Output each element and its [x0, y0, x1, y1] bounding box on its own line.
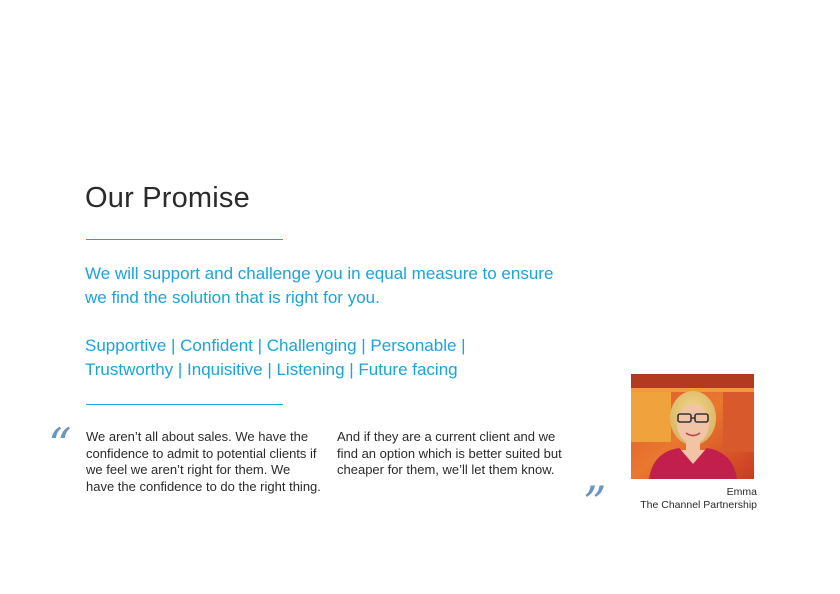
- close-quote-icon: ”: [583, 476, 607, 530]
- testimonial-paragraph-1: We aren’t all about sales. We have the confidence to admit to potential clients if we feel we aren’t right for them. We have the confidence to do the right thing.: [86, 429, 321, 494]
- open-quote-icon: “: [48, 418, 72, 472]
- divider-bottom: [86, 404, 283, 405]
- promise-statement: We will support and challenge you in equal measure to ensure we find the solution that is right for you.: [85, 264, 554, 307]
- values-list: Supportive | Confident | Challenging | Personable | Trustworthy | Inquisitive | Listening | Future facing: [85, 336, 466, 379]
- testimonial-paragraph-2: And if they are a current client and we find an option which is better suited but cheaper for them, we’ll let them know.: [337, 429, 562, 478]
- author-photo: [631, 374, 754, 479]
- page-title: Our Promise: [85, 182, 250, 214]
- divider-top: [86, 239, 283, 240]
- author-organization: The Channel Partnership: [640, 499, 757, 511]
- author-name: Emma: [726, 486, 757, 498]
